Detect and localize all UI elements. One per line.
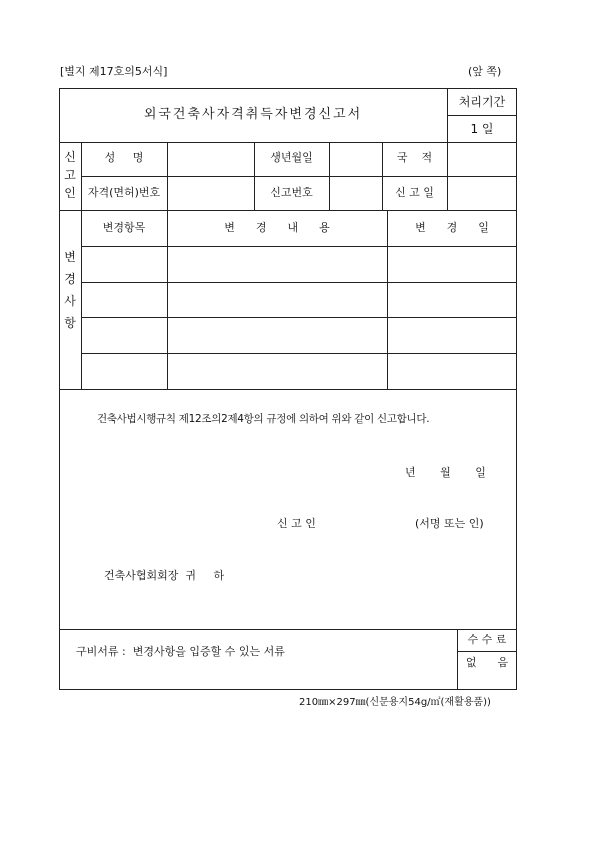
nationality-label: 국 적 (396, 151, 433, 164)
birthdate-field[interactable] (330, 143, 381, 175)
form-number: [별지 제17호의5서식] (60, 65, 168, 78)
license-number-label: 자격(면허)번호 (87, 186, 161, 199)
report-number-field[interactable] (330, 177, 381, 209)
applicant-section-label: 신 고 인 (64, 150, 76, 200)
reporter-label: 신 고 인 (277, 517, 316, 530)
change-content-header: 변 경 내 용 (224, 221, 330, 234)
change-row[interactable] (82, 318, 516, 352)
recipient-line: 건축사협회회장 귀 하 (104, 569, 225, 582)
fee-value: 없 음 (465, 656, 509, 669)
declaration-date[interactable]: 년 월 일 (405, 466, 486, 479)
declaration-text: 건축사법시행규칙 제12조의2제4항의 규정에 의하여 위와 같이 신고합니다. (97, 413, 430, 425)
form-title: 외국건축사자격취득자변경신고서 (143, 107, 363, 122)
birthdate-label: 생년월일 (270, 151, 313, 164)
paper-spec: 210㎜×297㎜(신문용지54g/㎡(재활용품)) (299, 697, 491, 708)
name-label: 성 명 (104, 151, 144, 164)
nationality-field[interactable] (448, 143, 516, 175)
page-side-label: (앞 쪽) (468, 65, 502, 78)
processing-period-value: 1 일 (470, 122, 494, 136)
change-row[interactable] (82, 247, 516, 281)
changes-section-label: 변 경 사 항 (64, 250, 76, 330)
change-row[interactable] (82, 354, 516, 388)
change-date-header: 변 경 일 (415, 221, 489, 234)
required-documents: 구비서류 : 변경사항을 입증할 수 있는 서류 (76, 645, 285, 658)
license-number-field[interactable] (168, 177, 253, 209)
name-field[interactable] (168, 143, 253, 175)
report-date-field[interactable] (448, 177, 516, 209)
change-row[interactable] (82, 283, 516, 316)
report-date-label: 신 고 일 (395, 186, 434, 199)
processing-period-label: 처리기간 (458, 95, 506, 109)
change-item-header: 변경항목 (102, 221, 146, 234)
signature-label[interactable]: (서명 또는 인) (415, 517, 484, 530)
fee-label: 수 수 료 (467, 633, 507, 646)
report-number-label: 신고번호 (270, 186, 313, 199)
